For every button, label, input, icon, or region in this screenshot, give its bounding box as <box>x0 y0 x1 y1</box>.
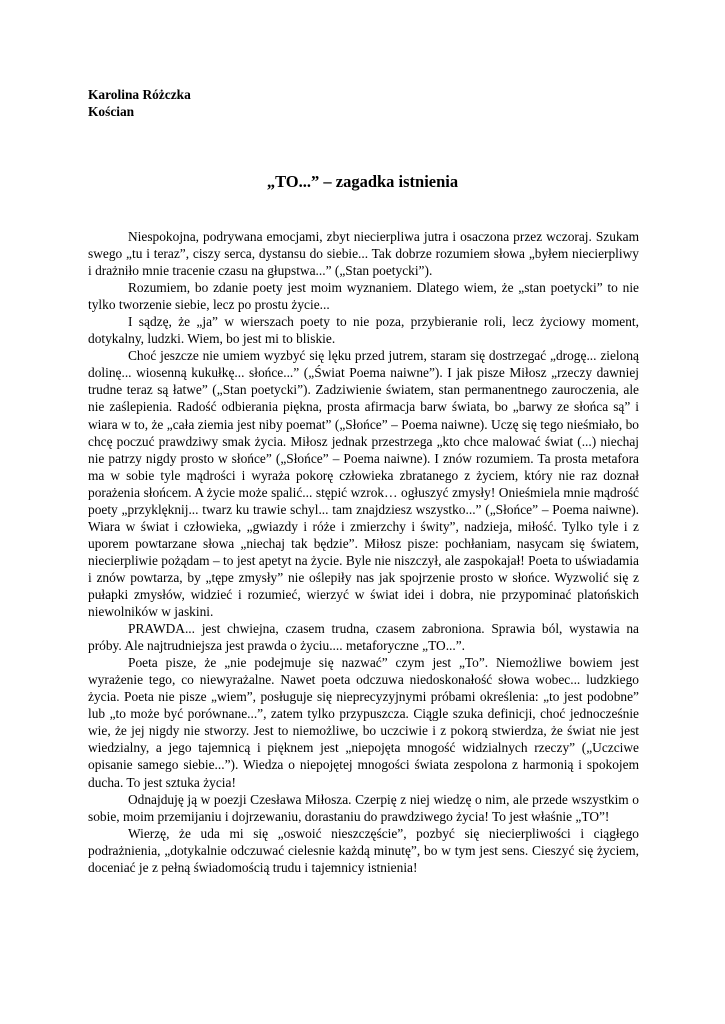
paragraph: Niespokojna, podrywana emocjami, zbyt niecierpliwa jutra i osaczona przez wczoraj. Szukam swego „tu i teraz”, ciszy serca, dystansu do siebie... Tak dobrze rozumiem słowa „byłem niecierpliwy i drażniło mnie tracenie czasu na głupstwa...” („Stan poetycki”). <box>88 229 639 279</box>
paragraph: Choć jeszcze nie umiem wyzbyć się lęku przed jutrem, staram się dostrzegać „drogę... zieloną dolinę... wiosenną kukułkę... słońce...” („Świat Poema naiwne”). I jak pisze Miłosz „rzeczy dawniej trudne teraz są łatwe” („Stan poetycki”). Zadziwienie światem, stan permanentnego zauroczenia, ale nie zaślepienia. Radość odbierania piękna, prosta afirmacja barw świata, bo „barwy ze słońca są” i wiara w to, że „cała ziemia jest niby poemat” („Słońce” – Poema naiwne). Uczę się tego nieśmiało, bo chcę poczuć prawdziwy smak życia. Miłosz jednak przestrzega „kto chce malować świat (...) niechaj nie patrzy nigdy prosto w słońce” („Słońce” – Poema naiwne). I znów rozumiem. Ta prosta metafora ma w sobie tyle mądrości i wyraża pokorę człowieka zbratanego z życiem, który nie raz doznał porażenia słońcem. A życie może spalić... stępić wzrok… ogłuszyć zmysły! Onieśmiela mnie mądrość poety „przyklęknij... twarz ku trawie schyl... tam znajdziesz wszystko...” („Słońce” – Poema naiwne). Wiara w świat i człowieka, „gwiazdy i róże i zmierzchy i świty”, nadzieja, miłość. Tylko tyle i z uporem powtarzane słowa „niechaj tak będzie”. Miłosz pisze: pochłaniam, nasycam się światem, niecierpliwie pożądam – to jest apetyt na życie. Byle nie niszczył, ale zaspokajał! Poeta to uświadamia i znów powtarza, by „tępe zmysły” nie oślepiły nas jak spojrzenie prosto w słońce. Wyzwolić się z pułapki zmysłów, widzieć i rozumieć, wierzyć w świat idei i dobra, nie przypominać platońskich niewolników w jaskini. <box>88 348 639 620</box>
author-name: Karolina Różczka <box>88 87 191 102</box>
paragraph: Poeta pisze, że „nie podejmuje się nazwać” czym jest „To”. Niemożliwe bowiem jest wyrażenie tego, co niewyrażalne. Nawet poeta odczuwa niedoskonałość słowa wobec... ludzkiego życia. Poeta nie pisze „wiem”, posługuje się nieprecyzyjnymi próbami określenia: „to jest podobne” lub „to może być porównane...”, zatem tylko przypuszcza. Ciągle szuka definicji, choć jednocześnie wie, że jej nigdy nie stworzy. Jest to niemożliwe, bo uczciwie i z pokorą stwierdza, że świat nie jest wiedzialny, a jego tajemnicą i pięknem jest „niepojęta mnogość widzialnych rzeczy” („Uczciwe opisanie samego siebie...”). Wiedza o niepojętej mnogości świata zespolona z harmonią i spokojem ducha. To jest sztuka życia! <box>88 655 639 790</box>
paragraph: PRAWDA... jest chwiejna, czasem trudna, czasem zabroniona. Sprawia ból, wystawia na próby. Ale najtrudniejsza jest prawda o życiu.... metaforyczne „TO...”. <box>88 621 639 654</box>
paragraph: Wierzę, że uda mi się „oswoić nieszczęście”, pozbyć się niecierpliwości i ciągłego podrażnienia, „dotykalnie odczuwać cielesnie każdą minutę”, bo w tym jest sens. Cieszyć się życiem, doceniać je z pełną świadomością trudu i tajemnicy istnienia! <box>88 825 639 875</box>
essay-title: „TO...” – zagadka istnienia <box>266 172 459 191</box>
paragraph: I sądzę, że „ja” w wierszach poety to nie poza, przybieranie roli, lecz życiowy moment, dotykalny, ludzki. Wiem, bo jest mi to bliskie. <box>88 314 639 347</box>
paragraph: Odnajduję ją w poezji Czesława Miłosza. Czerpię z niej wiedzę o nim, ale przede wszystkim o sobie, moim przemijaniu i dojrzewaniu, dorastaniu do prawdziwego życia! To jest właśnie „TO”! <box>88 791 639 824</box>
author-city: Kościan <box>88 104 135 119</box>
essay-body <box>88 228 639 876</box>
author-block <box>88 86 191 120</box>
paragraph: Rozumiem, bo zdanie poety jest moim wyznaniem. Dlatego wiem, że „stan poetycki” to nie tylko tworzenie siebie, lecz po prostu życie... <box>88 280 639 313</box>
